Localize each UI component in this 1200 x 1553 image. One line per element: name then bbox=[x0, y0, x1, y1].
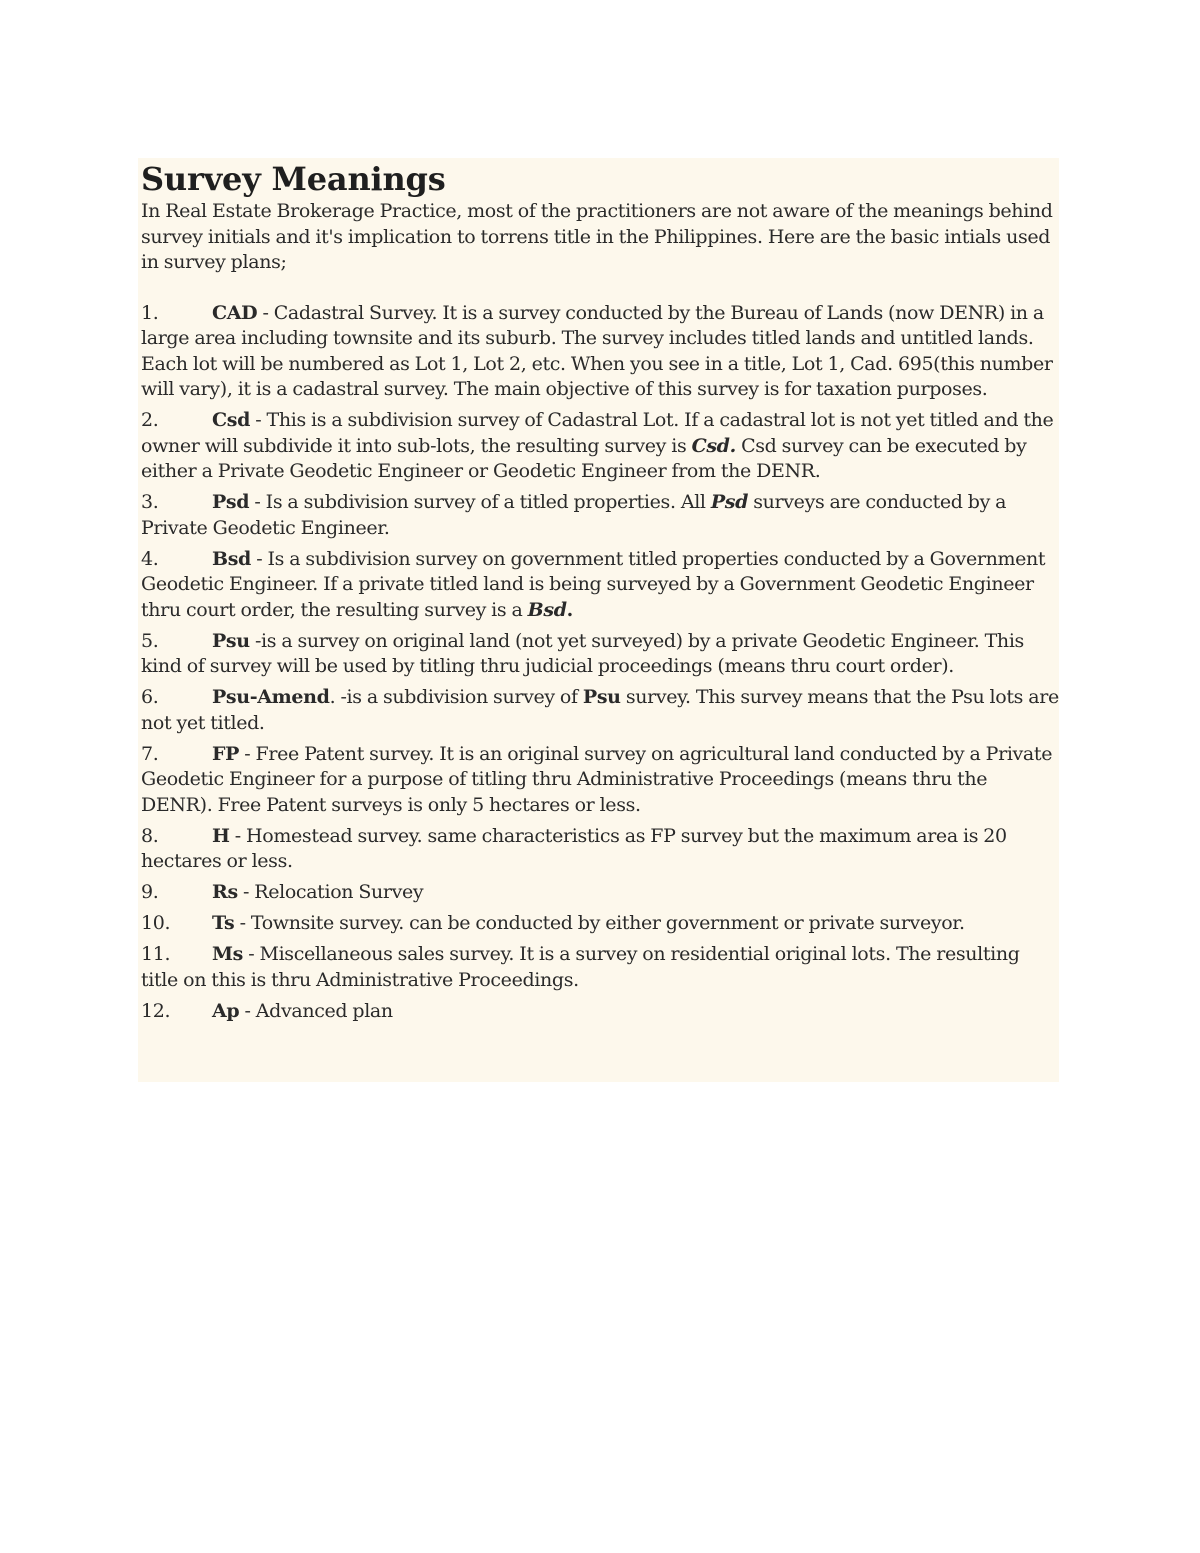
item-description: - Free Patent survey. It is an original survey on agricultural land conducted by a Private Geodetic Engineer for a purpose of titling thru Administrative Proceedings (means thru the DENR). Free Patent surveys is only 5 hectares or less. bbox=[141, 742, 1053, 816]
list-item bbox=[141, 301, 1059, 403]
item-description-continued: . bbox=[566, 598, 573, 621]
item-code: Csd bbox=[212, 409, 251, 431]
item-number: 11. bbox=[141, 943, 171, 965]
item-emphasis: Psu bbox=[582, 686, 621, 708]
item-code: Ms bbox=[212, 943, 244, 965]
item-code: CAD bbox=[212, 301, 258, 324]
item-description: - Cadastral Survey. It is a survey conducted by the Bureau of Lands (now DENR) in a large area including townsite and its suburb. The survey includes titled lands and untitled lands. Each lot will be numbered as Lot 1, Lot 2, etc. When you see in a title, Lot 1, Cad. 695(this number will vary), it is a cadastral survey. The main objective of this survey is for taxation purposes. bbox=[141, 301, 1053, 400]
list-item bbox=[141, 408, 1059, 485]
list-item bbox=[141, 742, 1059, 819]
list-item bbox=[141, 911, 1059, 937]
item-emphasis: Psd bbox=[710, 491, 749, 513]
list-item bbox=[141, 685, 1059, 736]
item-code: H bbox=[212, 824, 230, 847]
item-description: - Homestead survey. same characteristics as FP survey but the maximum area is 20 hectares or less. bbox=[141, 824, 1007, 872]
intro-paragraph: In Real Estate Brokerage Practice, most of the practitioners are not aware of the meanings behind survey initials and it's implication to torrens title in the Philippines. Here are the basic intials used in survey plans; bbox=[141, 200, 1053, 273]
item-description-continued: Csd survey can be executed by either a Private Geodetic Engineer or Geodetic Engineer from the DENR. bbox=[141, 434, 1027, 482]
item-description: - Is a subdivision survey of a titled properties. All bbox=[249, 491, 711, 513]
item-number: 5. bbox=[141, 629, 159, 652]
item-code: Psd bbox=[212, 491, 250, 513]
item-description: - Townsite survey. can be conducted by either government or private surveyor. bbox=[234, 912, 965, 934]
item-description-continued: surveys are conducted by a Private Geodetic Engineer. bbox=[141, 491, 1007, 539]
item-emphasis: Bsd bbox=[527, 598, 567, 621]
item-code: FP bbox=[212, 742, 240, 765]
list-item bbox=[141, 547, 1059, 624]
item-number: 10. bbox=[141, 912, 171, 934]
list-item bbox=[141, 490, 1059, 541]
document-body bbox=[138, 158, 1059, 1082]
item-code: Psu-Amend bbox=[212, 686, 330, 708]
list-item bbox=[141, 942, 1059, 993]
list-item bbox=[141, 880, 1059, 906]
item-description: . -is a subdivision survey of bbox=[329, 686, 583, 708]
item-description: - This is a subdivision survey of Cadastral Lot. If a cadastral lot is not yet titled and the owner will subdivide it into sub-lots, the resulting survey is bbox=[141, 409, 1054, 457]
item-description: - Miscellaneous sales survey. It is a survey on residential original lots. The resulting title on this is thru Administrative Proceedings. bbox=[141, 943, 1020, 991]
list-item bbox=[141, 824, 1059, 875]
item-code: Rs bbox=[212, 881, 238, 903]
item-number: 7. bbox=[141, 742, 159, 765]
item-emphasis: Csd. bbox=[691, 434, 736, 457]
item-description: - Relocation Survey bbox=[237, 881, 424, 903]
item-number: 3. bbox=[141, 491, 159, 513]
item-number: 9. bbox=[141, 881, 159, 903]
list-item bbox=[141, 629, 1059, 680]
item-description: -is a survey on original land (not yet surveyed) by a private Geodetic Engineer. This kind of survey will be used by titling thru judicial proceedings (means thru court order). bbox=[141, 629, 1024, 677]
item-description: - Is a subdivision survey on government titled properties conducted by a Government Geodetic Engineer. If a private titled land is being surveyed by a Government Geodetic Engineer thru court order, the resulting survey is a bbox=[141, 547, 1046, 621]
item-number: 6. bbox=[141, 686, 159, 708]
list-item bbox=[141, 999, 1059, 1025]
item-number: 4. bbox=[141, 547, 159, 570]
item-number: 2. bbox=[141, 409, 159, 431]
item-code: Psu bbox=[212, 629, 250, 652]
survey-list bbox=[141, 301, 1059, 1025]
item-number: 8. bbox=[141, 824, 159, 847]
item-description: - Advanced plan bbox=[239, 999, 393, 1022]
item-number: 12. bbox=[141, 999, 171, 1022]
item-code: Ap bbox=[212, 999, 240, 1022]
item-number: 1. bbox=[141, 301, 159, 324]
item-code: Ts bbox=[212, 912, 235, 934]
item-description-continued: survey. This survey means that the Psu lots are not yet titled. bbox=[141, 686, 1059, 734]
item-code: Bsd bbox=[212, 547, 251, 570]
document-title: Survey Meanings bbox=[141, 160, 446, 198]
